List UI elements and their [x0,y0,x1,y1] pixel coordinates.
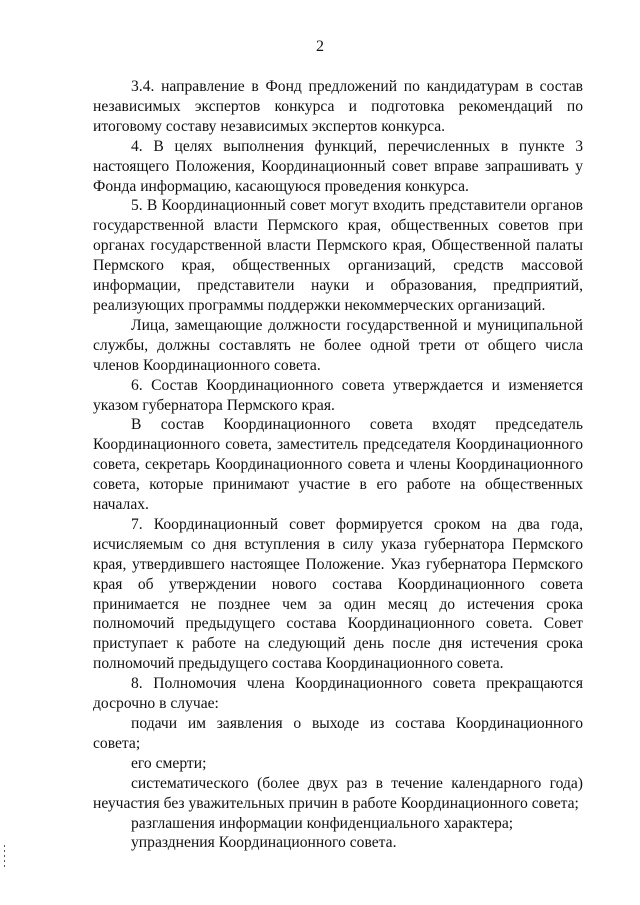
page-number: 2 [316,38,324,55]
paragraph-8: 8. Полномочия члена Координационного совета прекращаются досрочно в случае: [93,675,583,713]
list-item: подачи им заявления о выходе из состава Координационного совета; [93,715,583,752]
paragraph-5-limit: Лица, замещающие должности государственной и муниципальной службы, должны составлять не более одной трети от общего числа членов Координационного совета. [93,316,583,374]
list-item: его смерти; [131,754,207,772]
paragraph-6-composition: В состав Координационного совета входят председатель Координационного совета, заместитель председателя Координационного совета, секретарь Координационного совета и члены Координационного совета, которые принимают участие в его работе на общественных началах. [93,416,583,514]
list-item: систематического (более двух раз в течение календарного года) неучастия без уважительных причин в работе Координационного совета; [93,774,583,812]
paragraph-3-4: 3.4. направление в Фонд предложений по кандидатурам в состав независимых экспертов конкурса и подготовка рекомендаций по итоговому составу независимых экспертов конкурса. [93,78,583,135]
paragraph-6: 6. Состав Координационного совета утверждается и изменяется указом губернатора Пермского края. [93,376,583,414]
document-body [93,77,583,853]
scan-edge-mark [4,845,5,867]
list-item: упразднения Координационного совета. [131,834,397,852]
list-item: разглашения информации конфиденциального характера; [131,814,514,832]
paragraph-7: 7. Координационный совет формируется сроком на два года, исчисляемым со дня вступления в силу указа губернатора Пермского края, утвердившего настоящее Положение. Указ губернатора Пермского края об утверждении нового состава Координационного совета принимается не позднее чем за один месяц до истечения срока полномочий предыдущего состава Координационного совета. Совет приступает к работе на следующий день после дня истечения срока полномочий предыдущего состава Координационного совета. [93,515,583,673]
paragraph-4: 4. В целях выполнения функций, перечисленных в пункте 3 настоящего Положения, Координационный совет вправе запрашивать у Фонда информацию, касающуюся проведения конкурса. [93,137,583,195]
paragraph-5: 5. В Координационный совет могут входить представители органов государственной власти Пермского края, общественных советов при органах государственной власти Пермского края, Общественной палаты Пермского края, общественных организаций, средств массовой информации, представители науки и образования, предприятий, реализующих программы поддержки некоммерческих организаций. [93,197,583,314]
